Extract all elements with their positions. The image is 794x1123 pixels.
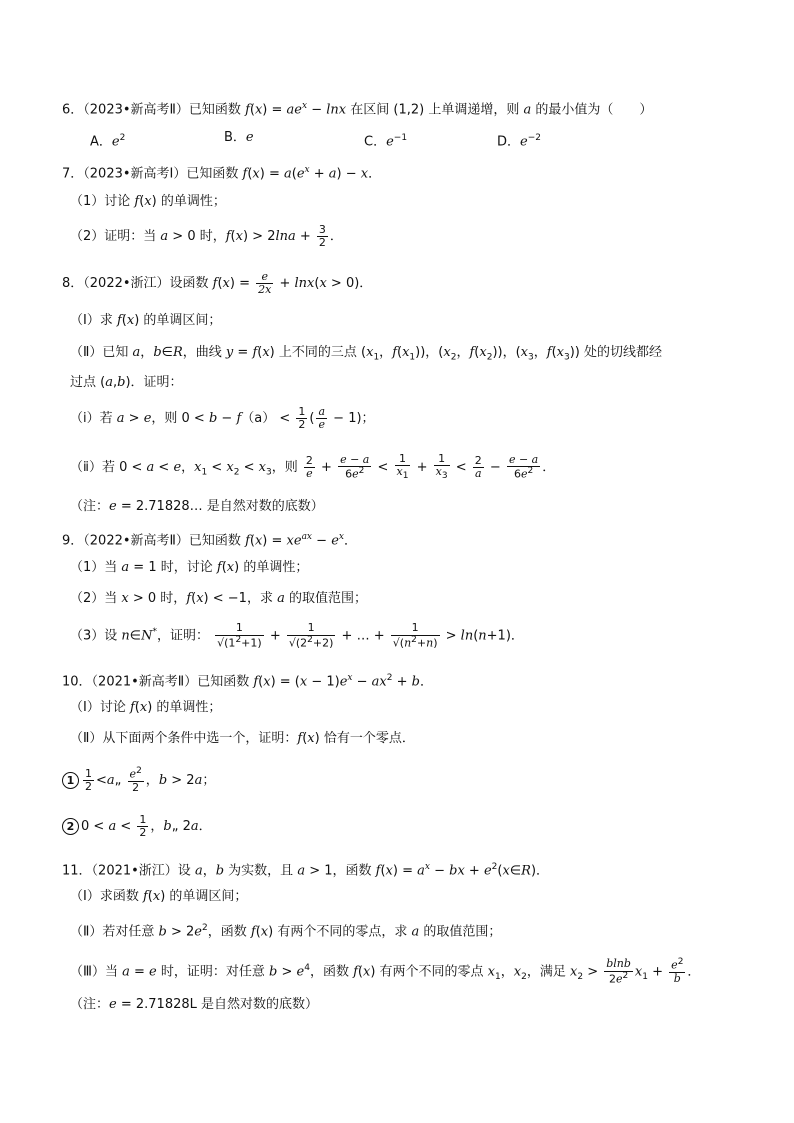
question-9-part-1: （1）当 a = 1 时，讨论 f(x) 的单调性； (70, 560, 309, 575)
option-b[interactable]: B．e (224, 130, 254, 145)
question-10-part-2: （Ⅱ）从下面两个条件中选一个，证明：f(x) 恰有一个零点． (70, 731, 415, 746)
question-8-note: （注：e = 2.71828… 是自然对数的底数） (70, 499, 324, 514)
question-11-part-3: （Ⅲ）当 a = e 时，证明：对任意 $b > e^4$，函数 f(x) 有两个不同的零点 $x_1$，$x_2$，满足 $x_2$ > $\frac{blnb}{2e^2}$ $x_1$ + $\frac{e^2}{b}$ ． (70, 957, 701, 986)
question-8-part-2-i: （ⅰ）若 a > e，则 0 < b − f（a） < $\frac{1}{2}$ ( $\frac{a}{e}$ − 1)； (70, 405, 375, 432)
question-9-part-2: （2）当 x > 0 时，f(x) < −1，求 a 的取值范围； (70, 591, 367, 606)
question-10-condition-2: 2 0 < a < $\frac{1}{2}$ ，b„ 2a． (62, 814, 212, 839)
circled-2-icon: 2 (62, 818, 79, 835)
question-10-condition-1: 1 $\frac{1}{2}$ <a„ $\frac{e^2}{2}$ ，b > 2a； (62, 767, 215, 794)
question-10-heading: 10．（2021•新高考Ⅱ）已知函数 $f(x) = (x - 1)e^x - ax^2 + b$． (62, 673, 434, 690)
question-7-heading: 7．（2023•新高考Ⅰ）已知函数 $f(x) = a(e^x + a) - x$． (62, 165, 382, 182)
question-9-heading: 9．（2022•新高考Ⅱ）已知函数 $f(x) = xe^{ax} - e^x$． (62, 532, 357, 549)
question-8-part-2-line-2: 过点 (a,b)．证明： (70, 375, 183, 390)
question-7-part-2: （2）证明：当 a > 0 时，f(x) > 2lna + $\frac{3}{2}$ ． (70, 223, 343, 250)
question-9-part-3: （3）设 n∈N*，证明： $\frac{1}{√(1^2+1)}$ + $\frac{1}{√(2^2+2)}$ + … + $\frac{1}{√(n^2+n)}$ > ln(n+1)． (70, 621, 524, 650)
question-10-part-1: （Ⅰ）讨论 f(x) 的单调性； (70, 700, 222, 715)
question-8-part-1: （Ⅰ）求 f(x) 的单调区间； (70, 313, 222, 328)
question-6-heading: 6．（2023•新高考Ⅱ）已知函数 $f(x) = ae^x - \ln x$ 在区间 (1,2) 上单调递增，则 a 的最小值为（ ） (62, 101, 653, 118)
question-8-part-2-line-1: （Ⅱ）已知 a，b∈R，曲线 y = f(x) 上不同的三点 ($x_1$，$f(x_1)$)，($x_2$，$f(x_2)$)，($x_3$，$f(x_3)$) 处的切线都经 (70, 345, 662, 363)
question-11-heading: 11．（2021•浙江）设 a，b 为实数，且 a > 1，函数 $f(x) = a^x$ − bx + $e^2(x\in R)$． (62, 862, 550, 879)
question-8-part-2-ii: （ⅱ）若 0 < a < e，$x_1 < x_2 < x_3$，则 $\frac{2}{e}$ + $\frac{e - a}{6e^2}$ < $\frac{1}{x_1}$ + $\frac{1}{x_3}$ < $\frac{2}{a}$ − $\frac{e - a}{6e^2}$ ． (70, 452, 556, 482)
question-11-part-2: （Ⅱ）若对任意 $b > 2e^2$，函数 f(x) 有两个不同的零点，求 a 的取值范围； (70, 923, 502, 940)
question-7-part-1: （1）讨论 f(x) 的单调性； (70, 194, 226, 209)
question-8-heading: 8．（2022•浙江）设函数 f(x) = $\frac{e}{2x}$ + lnx(x > 0)． (62, 270, 373, 297)
option-c[interactable]: C．$e^{-1}$ (364, 133, 408, 150)
option-d[interactable]: D．$e^{-2}$ (497, 133, 541, 150)
question-11-part-1: （Ⅰ）求函数 f(x) 的单调区间； (70, 889, 248, 904)
question-11-note: （注：e = 2.71828L 是自然对数的底数） (70, 997, 319, 1012)
circled-1-icon: 1 (62, 772, 79, 789)
option-a[interactable]: A．$e^2$ (90, 133, 126, 150)
